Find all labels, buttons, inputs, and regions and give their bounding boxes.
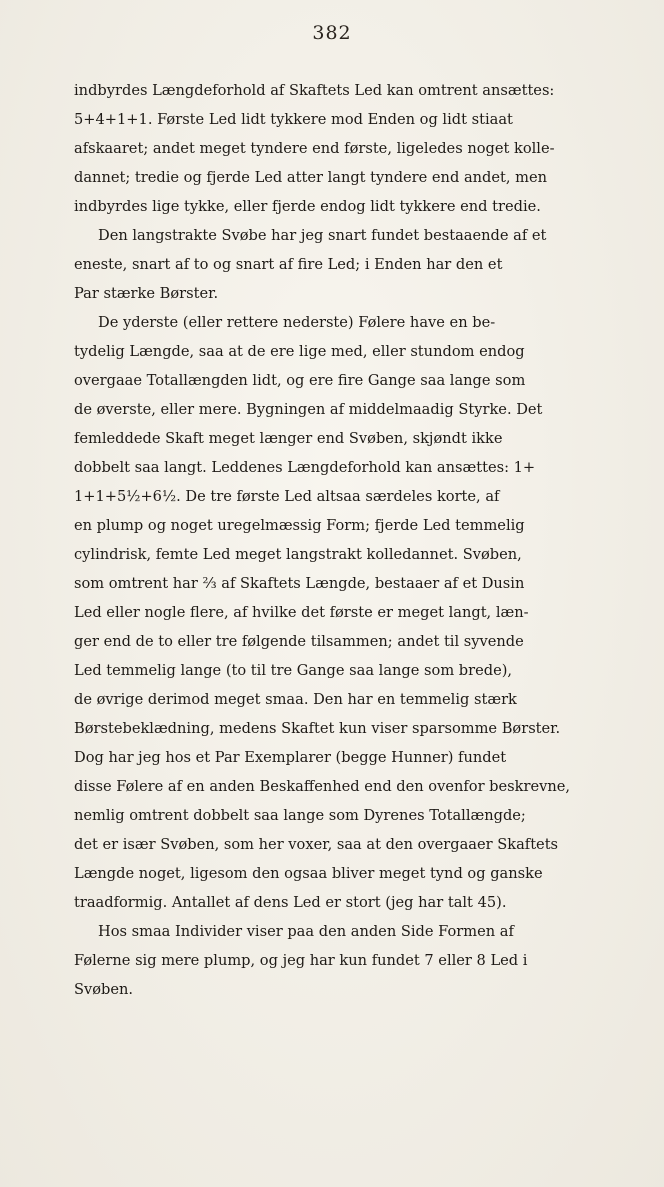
text-line: Led temmelig lange (to til tre Gange saa lange som brede), <box>74 662 513 679</box>
text-line: eneste, snart af to og snart af fire Led; i Enden har den et <box>74 256 503 273</box>
text-line: indbyrdes lige tykke, eller fjerde endog lidt tykkere end tredie. <box>74 198 541 215</box>
text-line: de øverste, eller mere. Bygningen af middelmaadig Styrke. Det <box>74 401 543 418</box>
text-line: de øvrige derimod meget smaa. Den har en temmelig stærk <box>74 691 517 708</box>
text-line: Led eller nogle flere, af hvilke det første er meget langt, læn- <box>74 604 529 621</box>
text-line: som omtrent har ⅔ af Skaftets Længde, bestaaer af et Dusin <box>74 575 525 592</box>
page-number: 382 <box>312 22 352 44</box>
text-line: overgaae Totallængden lidt, og ere fire Gange saa lange som <box>74 372 526 389</box>
text-line: 1+1+5½+6½. De tre første Led altsaa særdeles korte, af <box>74 488 500 505</box>
text-line: Dog har jeg hos et Par Exemplarer (begge Hunner) fundet <box>74 749 507 766</box>
text-line: dobbelt saa langt. Leddenes Længdeforhold kan ansættes: 1+ <box>74 459 536 476</box>
text-line: tydelig Længde, saa at de ere lige med, eller stundom endog <box>74 343 525 360</box>
text-line: disse Følere af en anden Beskaffenhed end den ovenfor beskrevne, <box>74 778 571 795</box>
text-line: indbyrdes Længdeforhold af Skaftets Led kan omtrent ansættes: <box>74 82 555 99</box>
text-line: Hos smaa Individer viser paa den anden Side Formen af <box>98 923 514 940</box>
text-line: det er især Svøben, som her voxer, saa at den overgaaer Skaftets <box>74 836 559 853</box>
text-line: dannet; tredie og fjerde Led atter langt tyndere end andet, men <box>74 169 548 186</box>
body-text <box>74 76 634 1004</box>
text-line: Følerne sig mere plump, og jeg har kun fundet 7 eller 8 Led i <box>74 952 528 969</box>
text-line: traadformig. Antallet af dens Led er stort (jeg har talt 45). <box>74 894 507 911</box>
text-line: femleddede Skaft meget længer end Svøben, skjøndt ikke <box>74 430 503 447</box>
text-line: 5+4+1+1. Første Led lidt tykkere mod Enden og lidt stiaat <box>74 111 513 128</box>
text-line: nemlig omtrent dobbelt saa lange som Dyrenes Totallængde; <box>74 807 526 824</box>
text-line: Par stærke Børster. <box>74 285 219 302</box>
text-line: afskaaret; andet meget tyndere end første, ligeledes noget kolle- <box>74 140 555 157</box>
text-line: Den langstrakte Svøbe har jeg snart fundet bestaaende af et <box>98 227 547 244</box>
text-line: Børstebeklædning, medens Skaftet kun viser sparsomme Børster. <box>74 720 561 737</box>
text-line: Svøben. <box>74 981 134 998</box>
text-line: De yderste (eller rettere nederste) Følere have en be- <box>98 314 496 331</box>
text-line: cylindrisk, femte Led meget langstrakt kolledannet. Svøben, <box>74 546 522 563</box>
text-line: ger end de to eller tre følgende tilsammen; andet til syvende <box>74 633 524 650</box>
text-line: Længde noget, ligesom den ogsaa bliver meget tynd og ganske <box>74 865 543 882</box>
text-line: en plump og noget uregelmæssig Form; fjerde Led temmelig <box>74 517 525 534</box>
